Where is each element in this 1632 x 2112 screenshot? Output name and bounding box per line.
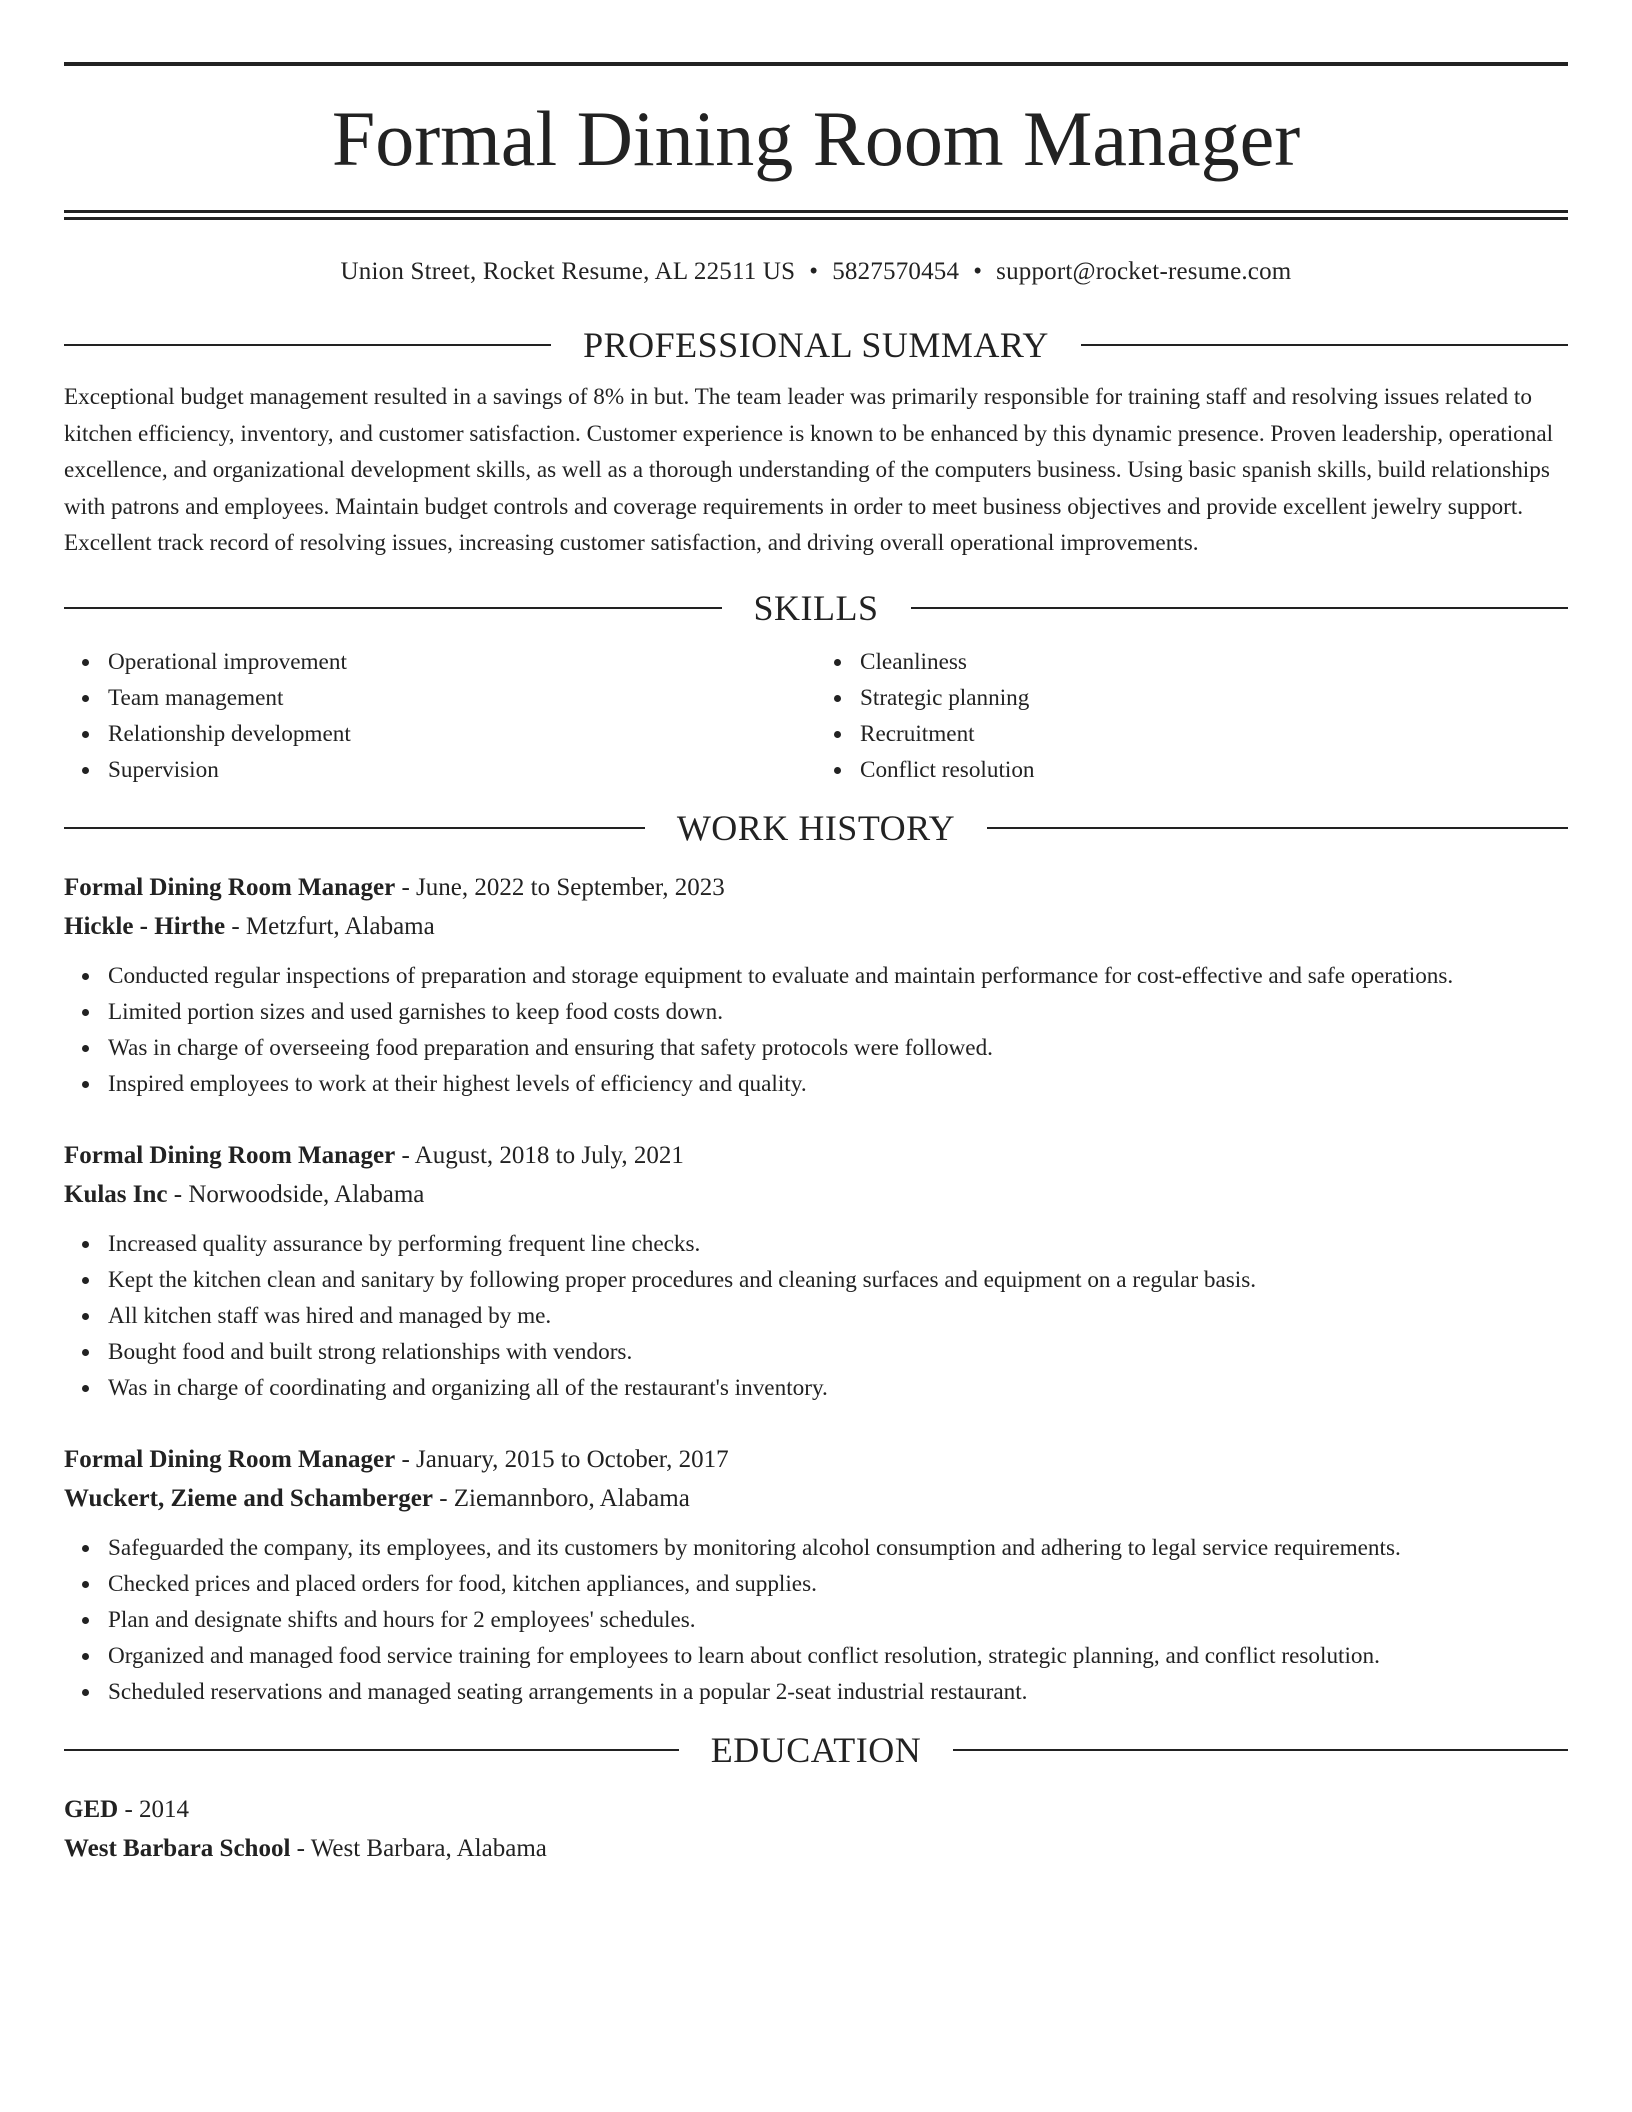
skill-item: Strategic planning <box>860 680 1568 716</box>
summary-text: Exceptional budget management resulted in a savings of 8% in but. The team leader was primarily responsible for training staff and resolving issues related to kitchen efficiency, inventory, and customer satisfaction. Customer experience is known to be enhanced by this dynamic presence. Proven leadership, operational excellence, and organizational development skills, as well as a thorough understanding of the computers business. Using basic spanish skills, build relationships with patrons and employees. Maintain budget controls and coverage requirements in order to meet business objectives and provide excellent jewelry support. Excellent track record of resolving issues, increasing customer satisfaction, and driving overall operational improvements. <box>64 384 1554 556</box>
job-title: Formal Dining Room Manager <box>64 1141 396 1169</box>
top-rule <box>64 62 1568 66</box>
education-heading <box>64 1730 1568 1770</box>
degree-line <box>64 1790 1568 1829</box>
section-title: WORK HISTORY <box>676 807 956 848</box>
education-entry <box>64 1790 1568 1868</box>
heading-rule <box>1081 344 1568 346</box>
job-bullet: Plan and designate shifts and hours for 2 employees' schedules. <box>108 1602 1568 1638</box>
skill-item: Recruitment <box>860 716 1568 752</box>
skills-heading <box>64 588 1568 628</box>
job-entry <box>64 868 1568 1102</box>
job-company: Wuckert, Zieme and Schamberger <box>64 1484 433 1512</box>
heading-rule <box>64 607 722 609</box>
skills-list <box>64 644 1568 788</box>
contact-address: Union Street, Rocket Resume, AL 22511 US <box>340 258 796 285</box>
job-location: - Ziemannboro, Alabama <box>432 1484 690 1512</box>
job-company: Hickle - Hirthe <box>64 912 226 940</box>
school-location: - West Barbara, Alabama <box>290 1834 547 1862</box>
job-bullet: Organized and managed food service training for employees to learn about conflict resolution, strategic planning, and conflict resolution. <box>108 1638 1568 1674</box>
double-rule <box>64 210 1568 220</box>
job-bullet: Was in charge of overseeing food preparation and ensuring that safety protocols were followed. <box>108 1030 1568 1066</box>
skill-item: Relationship development <box>108 716 816 752</box>
job-entry <box>64 1136 1568 1406</box>
degree-year: - 2014 <box>118 1795 190 1823</box>
job-title-line <box>64 1136 1568 1175</box>
heading-rule <box>953 1749 1568 1751</box>
job-company-line <box>64 907 1568 946</box>
job-title: Formal Dining Room Manager <box>64 1445 396 1473</box>
job-company-line <box>64 1175 1568 1214</box>
summary-heading <box>64 325 1568 365</box>
contact-separator: • <box>973 258 983 285</box>
heading-rule <box>987 827 1568 829</box>
skills-column-right <box>816 644 1568 788</box>
work-heading <box>64 808 1568 848</box>
contact-email: support@rocket-resume.com <box>996 258 1292 285</box>
heading-rule <box>911 607 1569 609</box>
skill-item: Cleanliness <box>860 644 1568 680</box>
job-bullet: Was in charge of coordinating and organizing all of the restaurant's inventory. <box>108 1370 1568 1406</box>
job-dates: - August, 2018 to July, 2021 <box>395 1141 684 1169</box>
contact-line <box>64 255 1568 289</box>
heading-rule <box>64 1749 679 1751</box>
job-location: - Metzfurt, Alabama <box>225 912 435 940</box>
job-title: Formal Dining Room Manager <box>64 873 396 901</box>
job-dates: - January, 2015 to October, 2017 <box>395 1445 729 1473</box>
school: West Barbara School <box>64 1834 291 1862</box>
heading-rule <box>64 827 645 829</box>
resume-name: Formal Dining Room Manager <box>331 95 1301 182</box>
skill-item: Conflict resolution <box>860 752 1568 788</box>
job-company: Kulas Inc <box>64 1180 168 1208</box>
job-dates: - June, 2022 to September, 2023 <box>395 873 725 901</box>
degree: GED <box>64 1795 119 1823</box>
job-bullet: Checked prices and placed orders for food, kitchen appliances, and supplies. <box>108 1566 1568 1602</box>
skills-column-left <box>64 644 816 788</box>
job-entry <box>64 1440 1568 1710</box>
job-bullets <box>64 1226 1568 1406</box>
section-title: SKILLS <box>753 587 879 628</box>
job-bullets <box>64 1530 1568 1710</box>
job-bullet: Increased quality assurance by performing frequent line checks. <box>108 1226 1568 1262</box>
job-bullet: Limited portion sizes and used garnishes to keep food costs down. <box>108 994 1568 1030</box>
job-bullet: Conducted regular inspections of preparation and storage equipment to evaluate and maintain performance for cost-effective and safe operations. <box>108 958 1568 994</box>
job-bullets <box>64 958 1568 1102</box>
section-title: EDUCATION <box>710 1729 922 1770</box>
job-bullet: Kept the kitchen clean and sanitary by following proper procedures and cleaning surfaces and equipment on a regular basis. <box>108 1262 1568 1298</box>
section-title: PROFESSIONAL SUMMARY <box>583 325 1049 365</box>
job-company-line <box>64 1479 1568 1518</box>
job-bullet: Safeguarded the company, its employees, and its customers by monitoring alcohol consumption and adhering to legal service requirements. <box>108 1530 1568 1566</box>
contact-phone: 5827570454 <box>832 258 960 285</box>
job-bullet: All kitchen staff was hired and managed by me. <box>108 1298 1568 1334</box>
school-line <box>64 1829 1568 1868</box>
job-location: - Norwoodside, Alabama <box>167 1180 425 1208</box>
contact-separator: • <box>809 258 819 285</box>
skill-item: Team management <box>108 680 816 716</box>
job-title-line <box>64 1440 1568 1479</box>
skill-item: Operational improvement <box>108 644 816 680</box>
job-bullet: Bought food and built strong relationships with vendors. <box>108 1334 1568 1370</box>
skill-item: Supervision <box>108 752 816 788</box>
job-bullet: Inspired employees to work at their highest levels of efficiency and quality. <box>108 1066 1568 1102</box>
heading-rule <box>64 344 551 346</box>
job-bullet: Scheduled reservations and managed seating arrangements in a popular 2-seat industrial restaurant. <box>108 1674 1568 1710</box>
job-title-line <box>64 868 1568 907</box>
